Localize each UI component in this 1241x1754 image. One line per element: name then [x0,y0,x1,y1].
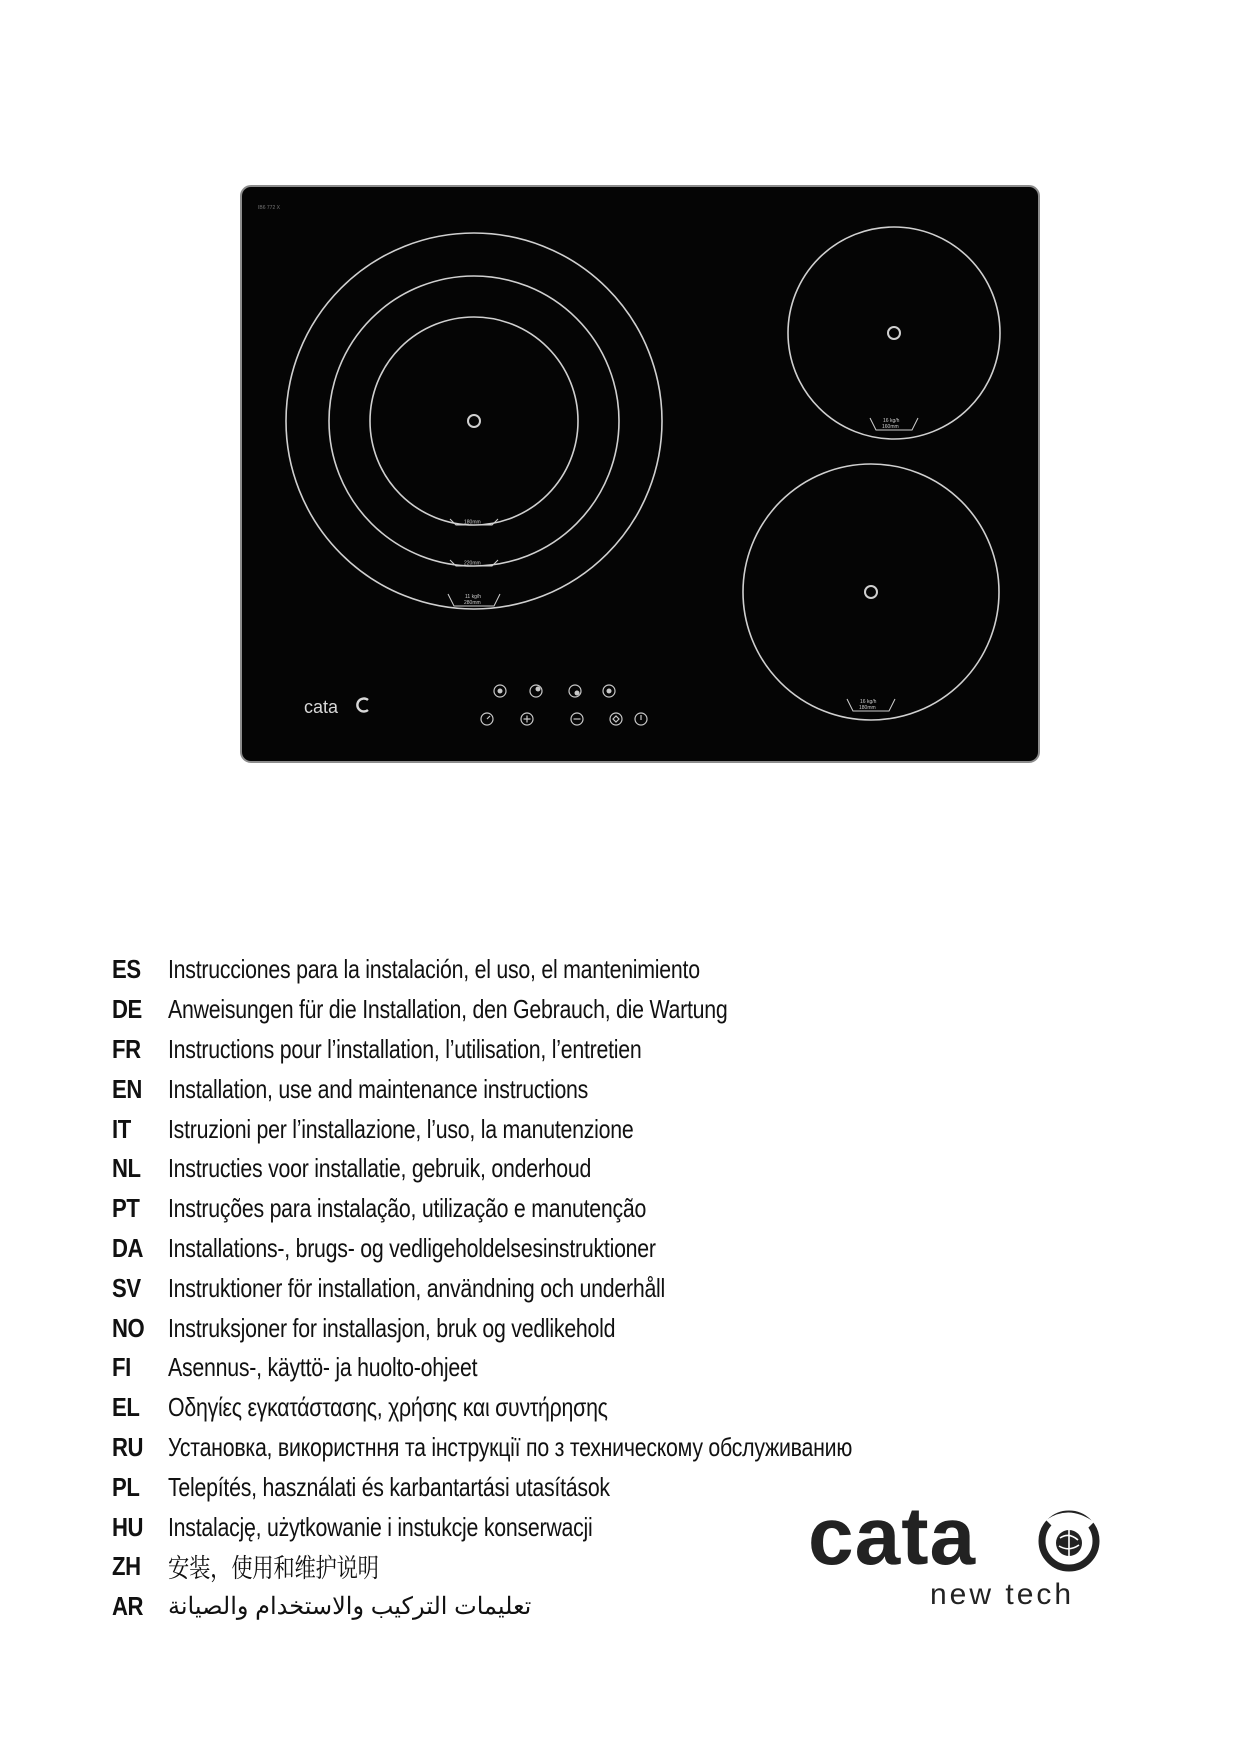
language-code: ES [112,954,141,985]
language-code: DE [112,994,142,1025]
ring3-label: 280mm [464,600,481,606]
language-title: Instruções para instalação, utilização e manutenção [168,1193,647,1224]
top-right-power-label: 16 kg/h [883,418,900,424]
language-title: Telepítés, használati és karbantartási utasítások [168,1471,610,1502]
language-row-no [112,1308,1002,1348]
language-row-fr [112,1030,1002,1070]
hob-brand-logo: cata [304,697,339,717]
language-code: NL [112,1153,141,1184]
language-title: تعليمات التركيب والاستخدام والصيانة [168,1593,532,1621]
logo-tagline: new tech [930,1578,1075,1611]
language-row-nl [112,1149,1002,1189]
logo-brand: cata [808,1491,977,1582]
hob-model-label: IB6 772 X [258,205,280,211]
language-row-fi [112,1348,1002,1388]
language-code: IT [112,1113,131,1144]
cata-new-tech-logo [808,1491,1108,1623]
induction-hob-illustration [240,185,1040,765]
language-row-ru [112,1428,1002,1468]
language-title: Istruzioni per l’installazione, l’uso, la manutenzione [168,1113,634,1144]
ring2-label: 220mm [464,560,481,567]
language-title: Instruksjoner for installasjon, bruk og vedlikehold [168,1312,616,1343]
language-title: Instrucciones para la instalación, el uso, el mantenimiento [168,954,700,985]
language-code: NO [112,1312,145,1343]
language-row-en [112,1069,1002,1109]
language-title: Anweisungen für die Installation, den Gebrauch, die Wartung [168,994,728,1025]
language-row-el [112,1388,1002,1428]
cata-swirl-icon [1036,1508,1102,1574]
language-code: DA [112,1232,144,1263]
language-code: HU [112,1511,144,1542]
language-title: Instruktioner för installation, användning och underhåll [168,1272,666,1303]
language-title: Installations-, brugs- og vedligeholdelsesinstruktioner [168,1232,656,1263]
language-code: PT [112,1193,140,1224]
language-code: EN [112,1073,142,1104]
language-code: ZH [112,1551,141,1582]
language-code: AR [112,1591,144,1622]
language-title: Instructions pour l’installation, l’utilisation, l’entretien [168,1033,642,1064]
top-right-size-label: 160mm [882,424,899,430]
language-title: 安装，使用和维护说明 [168,1553,379,1584]
language-title: Οδηγίες εγκατάστασης, χρήσης και συντήρησης [168,1392,608,1423]
ring1-label: 180mm [464,519,481,526]
language-row-it [112,1109,1002,1149]
language-code: SV [112,1272,141,1303]
language-code: EL [112,1392,140,1423]
language-row-pt [112,1189,1002,1229]
language-title: Instalację, użytkowanie i instukcje konserwacji [168,1511,593,1542]
language-code: PL [112,1471,140,1502]
language-code: FR [112,1033,141,1064]
language-row-de [112,990,1002,1030]
language-title: Instructies voor installatie, gebruik, onderhoud [168,1153,592,1184]
language-row-da [112,1229,1002,1269]
language-title: Установка, використння та інструкції по з техническому обслуживанию [168,1431,853,1462]
language-row-sv [112,1268,1002,1308]
language-code: RU [112,1431,144,1462]
language-title: Installation, use and maintenance instructions [168,1073,589,1104]
language-row-es [112,950,1002,990]
ring3-power-label: 11 kg/h [465,594,482,600]
bottom-right-size-label: 180mm [859,705,876,711]
language-code: FI [112,1352,131,1383]
bottom-right-power-label: 16 kg/h [860,699,877,705]
language-title: Asennus-, käyttö- ja huolto-ohjeet [168,1352,478,1383]
